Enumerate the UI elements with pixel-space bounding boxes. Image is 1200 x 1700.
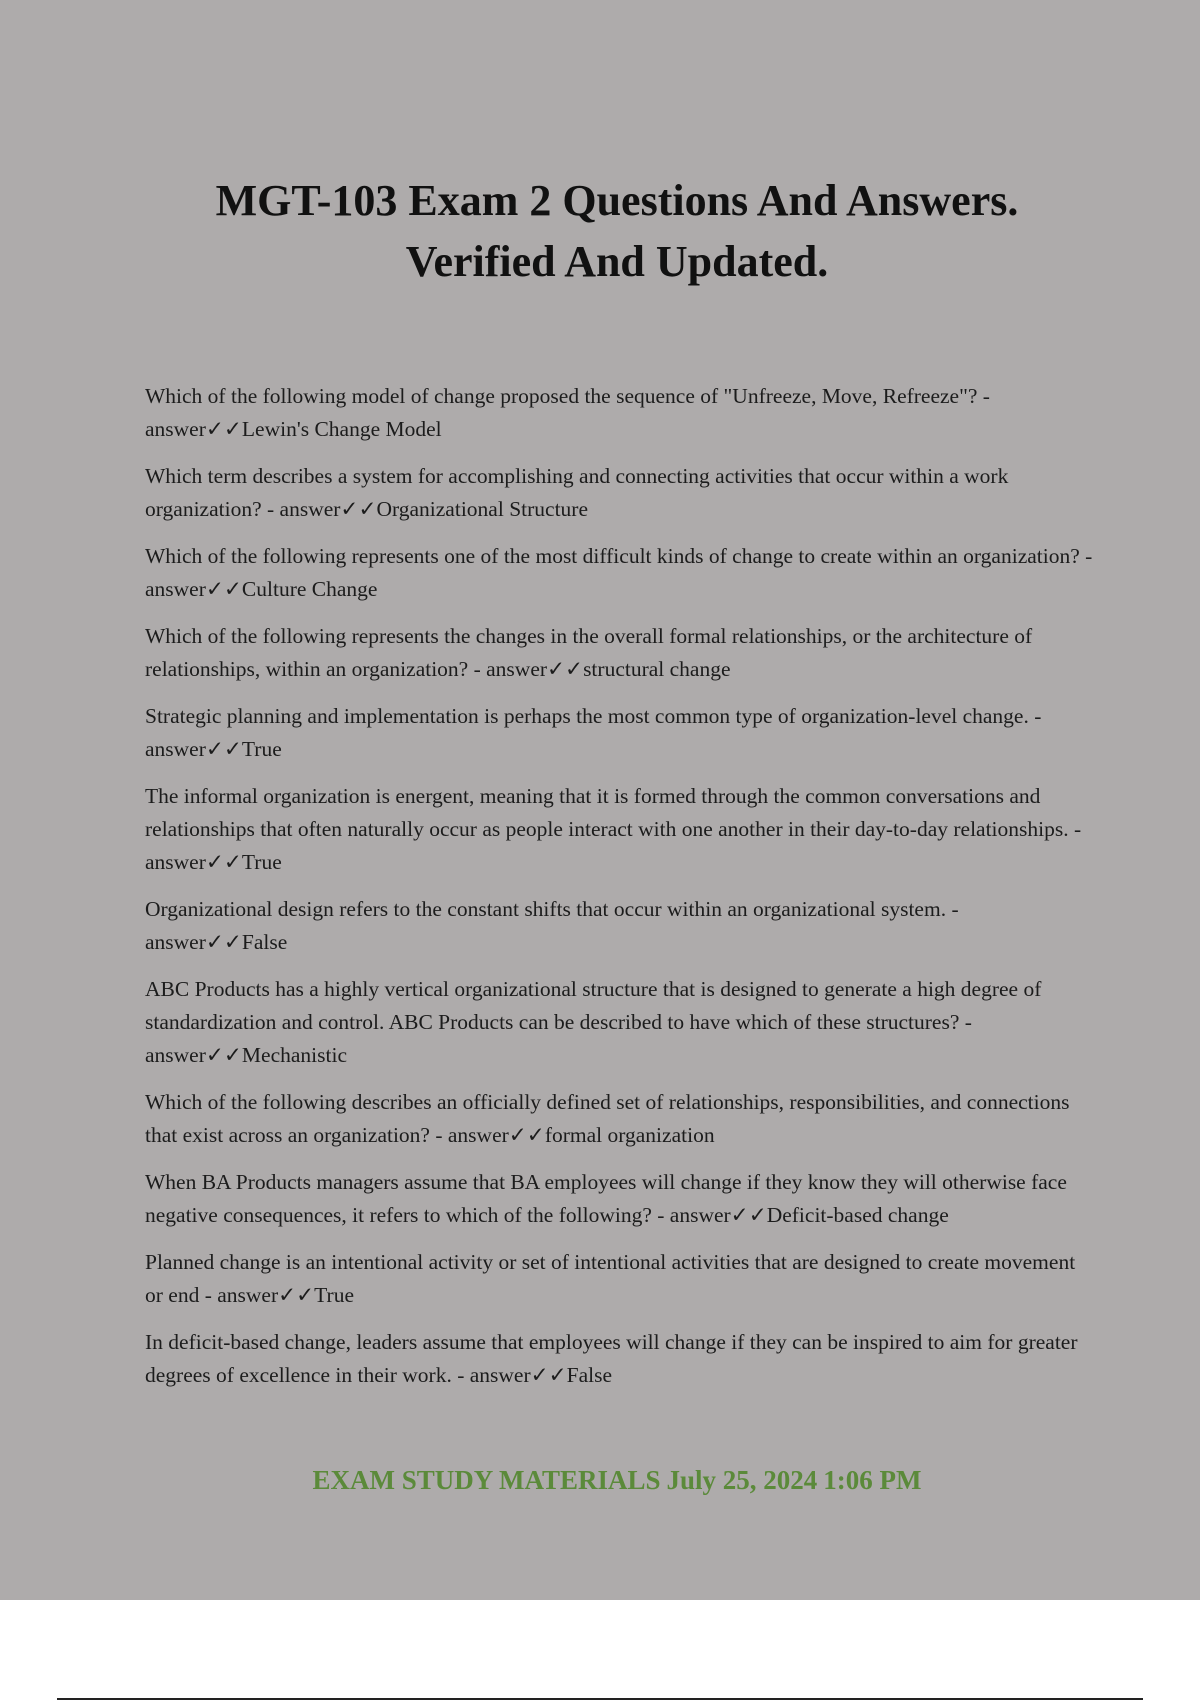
title-line-1: MGT-103 Exam 2 Questions And Answers. — [215, 176, 1019, 225]
question-text: When BA Products managers assume that BA employees will change if they know they will otherwise face negative consequences, it refers to which of the following? — [145, 1170, 1067, 1227]
question-text: Which of the following model of change proposed the sequence of "Unfreeze, Move, Refreeze"? — [145, 384, 978, 408]
qa-item — [145, 893, 1095, 959]
answer-prefix: - answer✓✓ — [145, 704, 1042, 761]
answer-text: Organizational Structure — [376, 497, 588, 521]
qa-item — [145, 780, 1095, 879]
answer-text: False — [241, 930, 288, 954]
question-text: Which of the following represents one of the most difficult kinds of change to create within an organization? — [145, 544, 1080, 568]
answer-prefix: - answer✓✓ — [261, 497, 377, 521]
footer-stamp — [120, 1462, 1114, 1498]
answer-prefix: - answer✓✓ — [651, 1203, 767, 1227]
qa-item — [145, 700, 1095, 766]
answer-prefix: - answer✓✓ — [468, 657, 584, 681]
question-text: Strategic planning and implementation is perhaps the most common type of organization-level change. — [145, 704, 1029, 728]
qa-list — [145, 380, 1095, 1406]
question-text: Organizational design refers to the constant shifts that occur within an organizational system. — [145, 897, 947, 921]
answer-text: Deficit-based change — [766, 1203, 949, 1227]
answer-prefix: - answer✓✓ — [199, 1283, 315, 1307]
question-text: Which of the following describes an officially defined set of relationships, responsibilities, and connections that exist across an organization? — [145, 1090, 1070, 1147]
question-text: Planned change is an intentional activity or set of intentional activities that are designed to create movement or end — [145, 1250, 1076, 1307]
qa-item — [145, 973, 1095, 1072]
question-text: ABC Products has a highly vertical organizational structure that is designed to generate a high degree of standardization and control. ABC Products can be described to have which of these structures? — [145, 977, 1042, 1034]
answer-prefix: - answer✓✓ — [145, 897, 959, 954]
question-text: Which of the following represents the changes in the overall formal relationships, or the architecture of relationships, within an organization? — [145, 624, 1033, 681]
qa-item — [145, 380, 1095, 446]
qa-item — [145, 1166, 1095, 1232]
question-text: Which term describes a system for accomplishing and connecting activities that occur within a work organization? — [145, 464, 1009, 521]
answer-prefix: - answer✓✓ — [145, 817, 1082, 874]
answer-text: Lewin's Change Model — [241, 417, 442, 441]
answer-text: True — [241, 850, 282, 874]
answer-prefix: - answer✓✓ — [429, 1123, 545, 1147]
answer-prefix: - answer✓✓ — [451, 1363, 567, 1387]
answer-text: Mechanistic — [241, 1043, 347, 1067]
qa-item — [145, 460, 1095, 526]
qa-item — [145, 1086, 1095, 1152]
document-title — [120, 170, 1114, 292]
title-line-2: Verified And Updated. — [405, 237, 829, 286]
qa-item — [145, 1246, 1095, 1312]
qa-item — [145, 620, 1095, 686]
answer-prefix: - answer✓✓ — [145, 1010, 972, 1067]
answer-text: True — [314, 1283, 354, 1307]
question-text: In deficit-based change, leaders assume that employees will change if they can be inspired to aim for greater degrees of excellence in their work. — [145, 1330, 1078, 1387]
answer-prefix: - answer✓✓ — [145, 384, 990, 441]
question-text: The informal organization is energent, meaning that it is formed through the common conversations and relationships that often naturally occur as people interact with one another in their day-to-day relationships. — [145, 784, 1069, 841]
footer-label: EXAM STUDY MATERIALS — [312, 1465, 661, 1495]
footer-date: July 25, 2024 — [666, 1465, 818, 1495]
answer-text: True — [241, 737, 282, 761]
qa-item — [145, 540, 1095, 606]
answer-text: False — [566, 1363, 613, 1387]
footer-time: 1:06 PM — [823, 1465, 922, 1495]
answer-text: structural change — [583, 657, 731, 681]
answer-text: Culture Change — [241, 577, 378, 601]
qa-item — [145, 1326, 1095, 1392]
answer-prefix: - answer✓✓ — [145, 544, 1093, 601]
answer-text: formal organization — [544, 1123, 715, 1147]
